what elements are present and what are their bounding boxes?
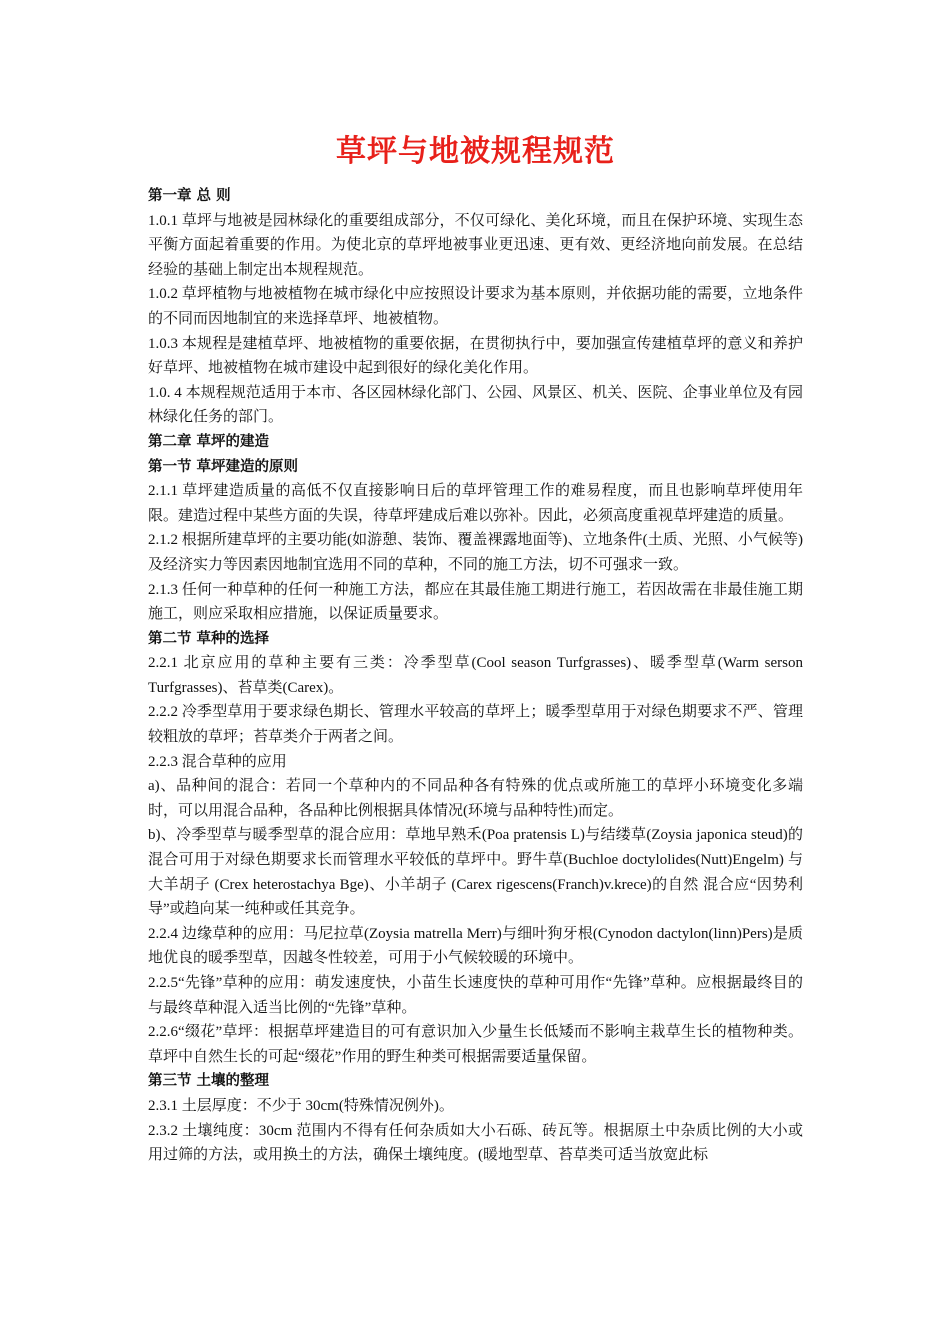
clause-2-3-2: 2.3.2 土壤纯度：30cm 范围内不得有任何杂质如大小石砾、砖瓦等。根据原土中杂质比例的大小或用过筛的方法，或用换土的方法，确保土壤纯度。(暖地型草、苔草类可适当放宽此标 (148, 1122, 803, 1164)
clause-2-1-3: 2.1.3 任何一种草种的任何一种施工方法，都应在其最佳施工期进行施工，若因故需在非最佳施工期施工，则应采取相应措施，以保证质量要求。 (148, 581, 803, 623)
clause-2-1-2: 2.1.2 根据所建草坪的主要功能(如游憩、装饰、覆盖裸露地面等)、立地条件(土质、光照、小气候等)及经济实力等因素因地制宜选用不同的草种，不同的施工方法，切不可强求一致。 (148, 532, 803, 573)
chapter-2-heading: 第二章 草坪的建造 (148, 433, 270, 450)
clause-2-2-5: 2.2.5“先锋”草种的应用：萌发速度快，小苗生长速度快的草种可用作“先锋”草种。应根据最终目的与最终草种混入适当比例的“先锋”草种。 (148, 975, 803, 1016)
document-body (148, 184, 803, 1168)
section-3-heading: 第三节 土壤的整理 (148, 1073, 270, 1090)
clause-2-2-1: 2.2.1 北京应用的草种主要有三类：冷季型草(Cool season Turfgrasses)、暖季型草(Warm serson Turfgrasses)、苔草类(Carex)。 (148, 655, 803, 696)
clause-2-3-1: 2.3.1 土层厚度：不少于 30cm(特殊情况例外)。 (148, 1097, 454, 1114)
clause-2-2-3-a: a)、品种间的混合：若同一个草种内的不同品种各有特殊的优点或所施工的草坪小环境变化多端时，可以用混合品种，各品种比例根据具体情况(环境与品种特性)而定。 (148, 778, 803, 819)
chapter-1-heading: 第一章 总 则 (148, 188, 231, 204)
clause-2-1-1: 2.1.1 草坪建造质量的高低不仅直接影响日后的草坪管理工作的难易程度，而且也影响草坪使用年限。建造过程中某些方面的失误，待草坪建成后难以弥补。因此，必须高度重视草坪建造的质量。 (148, 483, 803, 524)
clause-2-2-6: 2.2.6“缀花”草坪：根据草坪建造目的可有意识加入少量生长低矮而不影响主栽草生长的植物种类。草坪中自然生长的可起“缀花”作用的野生种类可根据需要适量保留。 (148, 1024, 803, 1065)
clause-1-0-4: 1.0. 4 本规程规范适用于本市、各区园林绿化部门、公园、风景区、机关、医院、企事业单位及有园林绿化任务的部门。 (148, 384, 803, 426)
document-page (148, 132, 803, 1168)
clause-2-2-3: 2.2.3 混合草种的应用 (148, 753, 287, 770)
document-title: 草坪与地被规程规范 (336, 134, 615, 169)
clause-2-2-3-b: b)、冷季型草与暖季型草的混合应用：草地早熟禾(Poa pratensis L)与结缕草(Zoysia japonica steud)的混合可用于对绿色期要求长而管理水平较低的草坪中。野牛草(Buchloe doctylolides(Nutt)Engelm) 与大羊胡子 (Crex heterostachya Bge)、小羊胡子 (Carex rigescens(Franch)v.krece)的自然 混合应“因势利导”或趋向某一纯种或任其竞争。 (148, 827, 803, 918)
clause-2-2-4: 2.2.4 边缘草种的应用：马尼拉草(Zoysia matrella Merr)与细叶狗牙根(Cynodon dactylon(linn)Pers)是质地优良的暖季型草，因越冬性较差，可用于小气候较暖的环境中。 (148, 925, 803, 967)
clause-1-0-2: 1.0.2 草坪植物与地被植物在城市绿化中应按照设计要求为基本原则，并依据功能的需要，立地条件的不同而因地制宜的来选择草坪、地被植物。 (148, 286, 803, 327)
clause-1-0-1: 1.0.1 草坪与地被是园林绿化的重要组成部分，不仅可绿化、美化环境，而且在保护环境、实现生态平衡方面起着重要的作用。为使北京的草坪地被事业更迅速、更有效、更经济地向前发展。在总结经验的基础上制定出本规程规范。 (148, 212, 803, 278)
clause-1-0-3: 1.0.3 本规程是建植草坪、地被植物的重要依据，在贯彻执行中，要加强宣传建植草坪的意义和养护好草坪、地被植物在城市建设中起到很好的绿化美化作用。 (148, 335, 803, 377)
section-1-heading: 第一节 草坪建造的原则 (148, 458, 299, 475)
section-2-heading: 第二节 草种的选择 (148, 630, 270, 647)
clause-2-2-2: 2.2.2 冷季型草用于要求绿色期长、管理水平较高的草坪上；暖季型草用于对绿色期要求不严、管理较粗放的草坪；苔草类介于两者之间。 (148, 704, 803, 746)
